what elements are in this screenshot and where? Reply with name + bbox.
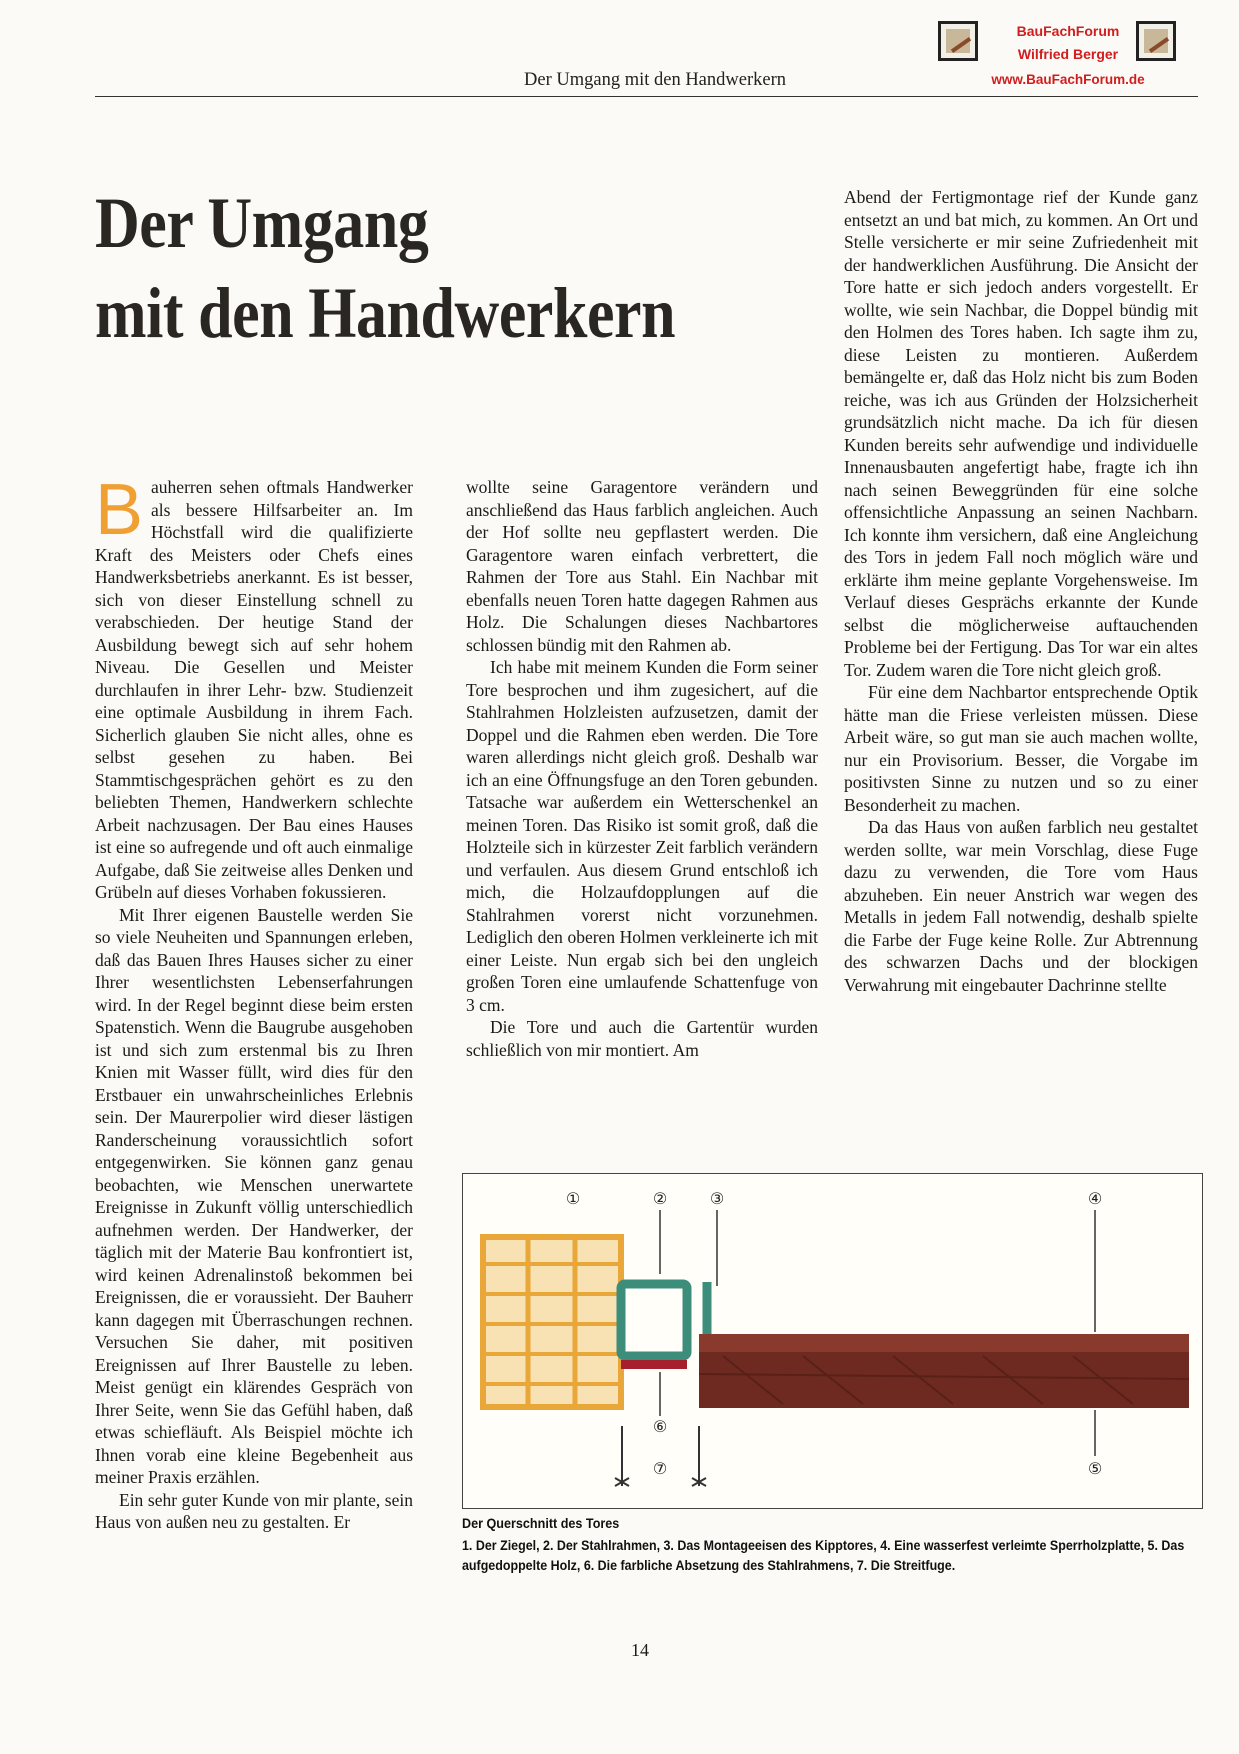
figure-caption-title: Der Querschnitt des Tores (462, 1515, 620, 1531)
title-line-2: mit den Handwerkern (95, 273, 676, 353)
brand-url: www.BauFachForum.de (991, 72, 1145, 87)
colored-strip-drawing (621, 1360, 687, 1369)
brick-drawing (483, 1237, 621, 1407)
page-number: 14 (631, 1640, 649, 1660)
cross-section-drawing (463, 1174, 1202, 1508)
marker-6: ⑥ (652, 1417, 668, 1436)
paragraph: Ich habe mit meinem Kunden die Form seiner Tore besprochen und ihm zugesichert, auf die Stahlrahmen Holzleisten aufzusetzen, damit der Doppel und die Rahmen eben werden. Die Tore waren allerdings nicht gleich groß. Deshalb war ich an eine Öffnungsfuge an den Toren gebunden. Tatsache war außerdem ein Wetterschenkel an meinen Toren. Das Risiko ist somit groß, daß die Holzteile sich in kürzester Zeit farblich verändern und verfaulen. Aus diesem Grund entschloß ich mich, die Holzaufdopplungen auf die Stahlrahmen vorerst nicht vorzunehmen. Lediglich den oberen Holmen verkleinerte ich mit einer Leiste. Nun ergab sich bei den ungleich großen Toren eine umlaufende Schattenfuge von 3 cm. (466, 657, 818, 1015)
marker-2: ② (652, 1189, 668, 1208)
article-title (95, 178, 697, 358)
text-column-2 (466, 476, 818, 1061)
drop-cap: B (95, 470, 144, 550)
steel-frame-drawing (621, 1284, 687, 1356)
paragraph: Mit Ihrer eigenen Baustelle werden Sie so viele Neuheiten und Spannungen erleben, daß das Bauen Ihres Hauses sicher zu einer Ihrer wesentlichsten Lebenserfahrungen wird. In der Regel beginnt diese beim ersten Spatenstich. Wenn die Baugrube ausgehoben ist und sich zum erstenmal bis zu Ihren Knien mit Wasser füllt, wird dies für den Erstbauer ein unwahrscheinliches Erlebnis sein. Der Maurerpolier wird dieser lästigen Randerscheinung voraussichtlich sofort entgegenwirken. Sie können ganz genau beobachten, wie Menschen unerwartete Ereignisse in Zukunft völlig unterschiedlich aufnehmen werden. Der Handwerker, der täglich mit der Materie Bau konfrontiert ist, wird keinen Adrenalinstoß bekommen bei Ereignissen, die er voraussieht. Der Bauherr kann dagegen mit Überraschungen rechnen. Versuchen Sie daher, mit positiven Ereignissen auf Ihrer Baustelle zu leben. Meist genügt ein klärendes Gespräch von Ihrer Seite, wenn Sie das Gefühl haben, daß etwas schiefläuft. Als Beispiel möchte ich Ihnen vorab eine kleine Begebenheit aus meiner Praxis erzählen. (95, 904, 413, 1487)
paragraph: Ein sehr guter Kunde von mir plante, sein Haus von außen neu zu gestalten. Er (95, 1489, 413, 1532)
header-rule (95, 96, 1198, 97)
plywood-drawing (699, 1334, 1189, 1352)
marker-1: ① (565, 1189, 581, 1208)
paragraph: Für eine dem Nachbartor entsprechende Optik hätte man die Friese verleisten müssen. Diese Arbeit wäre, so gut man sie auch machen wollte, nur ein Provisorium. Besser, die Vorgabe im positivsten Sinne zu nutzen und so zu einer Besonderheit zu machen. (844, 682, 1198, 815)
figure-caption-text: 1. Der Ziegel, 2. Der Stahlrahmen, 3. Das Montageeisen des Kipptores, 4. Eine wasserfest verleimte Sperrholzplatte, 5. Das aufgedoppelte Holz, 6. Die farbliche Absetzung des Stahlrahmens, 7. Die Streitfuge. (462, 1537, 1185, 1573)
saw-logo-icon (938, 21, 978, 61)
text-column-3 (844, 186, 1198, 996)
saw-logo-icon (1136, 21, 1176, 61)
marker-4: ④ (1087, 1189, 1103, 1208)
title-line-1: Der Umgang (95, 183, 429, 263)
marker-7: ⑦ (652, 1459, 668, 1478)
marker-5: ⑤ (1087, 1459, 1103, 1478)
brand-name: BauFachForum (1016, 23, 1120, 39)
marker-3: ③ (709, 1189, 725, 1208)
paragraph: Bauherren sehen oftmals Handwerker als bessere Hilfsarbeiter an. Im Höchstfall wird die qualifizierte Kraft des Meisters oder Chefs eines Handwerksbetriebs anerkannt. Es ist besser, sich von dieser Einstellung schnell zu verabschieden. Der heutige Stand der Ausbildung bewegt sich auf sehr hohem Niveau. Die Gesellen und Meister durchlaufen in ihrer Lehr- bzw. Studienzeit eine optimale Ausbildung in ihrem Fach. Sicherlich glauben Sie nicht alles, ohne es selbst gesehen zu haben. Bei Stammtischgesprächen gehört es zu den beliebten Themen, Handwerkern schlechte Arbeit nachzusagen. Der Bau eines Hauses ist eine so aufregende und oft auch einmalige Aufgabe, daß Sie zeitweise alles Denken und Grübeln auf dieses Vorhaben fokussieren. (95, 470, 413, 902)
brand-author: Wilfried Berger (1017, 46, 1119, 62)
paragraph: Die Tore und auch die Gartentür wurden schließlich von mir montiert. Am (466, 1017, 818, 1060)
brand-stamp (938, 18, 1198, 94)
running-head: Der Umgang mit den Handwerkern (524, 70, 786, 90)
paragraph: Da das Haus von außen farblich neu gestaltet werden sollte, war mein Vorschlag, diese Fuge dazu zu verwenden, die Tore vom Haus abzuheben. Ein neuer Anstrich war wegen des Metalls in jedem Fall notwendig, deshalb spielte die Farbe der Fuge keine Rolle. Zur Abtrennung des schwarzen Dachs und der blockigen Verwahrung mit eingebauter Dachrinne stellte (844, 817, 1198, 995)
gate-cross-section-figure (462, 1173, 1203, 1509)
text-column-1 (95, 470, 413, 1534)
paragraph: Abend der Fertigmontage rief der Kunde ganz entsetzt an und bat mich, zu kommen. An Ort und Stelle versicherte er mir seine Zufriedenheit mit der handwerklichen Ausführung. Die Ansicht der Tore hatte er sich jedoch anders vorgestellt. Er wollte, wie sein Nachbar, die Doppel bündig mit den Holmen des Tores haben. Ich sagte ihm zu, diese Leisten zu montieren. Außerdem bemängelte er, daß das Holz nicht bis zum Boden reiche, was ich aus Gründen der Holzsicherheit grundsätzlich nicht mache. Da ich für diesen Kunden bereits sehr aufwendige und individuelle Innenausbauten angefertigt habe, fragte ich ihn nach seinen Beweggründen für eine solche offensichtliche Anpassung an seinen Nachbarn. Ich konnte ihm versichern, daß eine Angleichung des Tors in jedem Fall noch möglich wäre und erklärte ihm meine geplante Vorgehensweise. Im Verlauf dieses Gesprächs erkannte der Kunde selbst die möglicherweise auftauchenden Probleme bei der Fertigung. Das Tor war ein altes Tor. Zudem waren die Tore nicht gleich groß. (844, 187, 1198, 680)
paragraph: wollte seine Garagentore verändern und anschließend das Haus farblich angleichen. Auch der Hof sollte neu gepflastert werden. Die Garagentore waren einfach verbrettert, die Rahmen der Tore aus Stahl. Ein Nachbar mit ebenfalls neuen Toren hatte dagegen Rahmen aus Holz. Die Schalungen dieses Nachbartores schlossen bündig mit den Rahmen ab. (466, 477, 818, 655)
doubled-wood-drawing (699, 1352, 1189, 1408)
